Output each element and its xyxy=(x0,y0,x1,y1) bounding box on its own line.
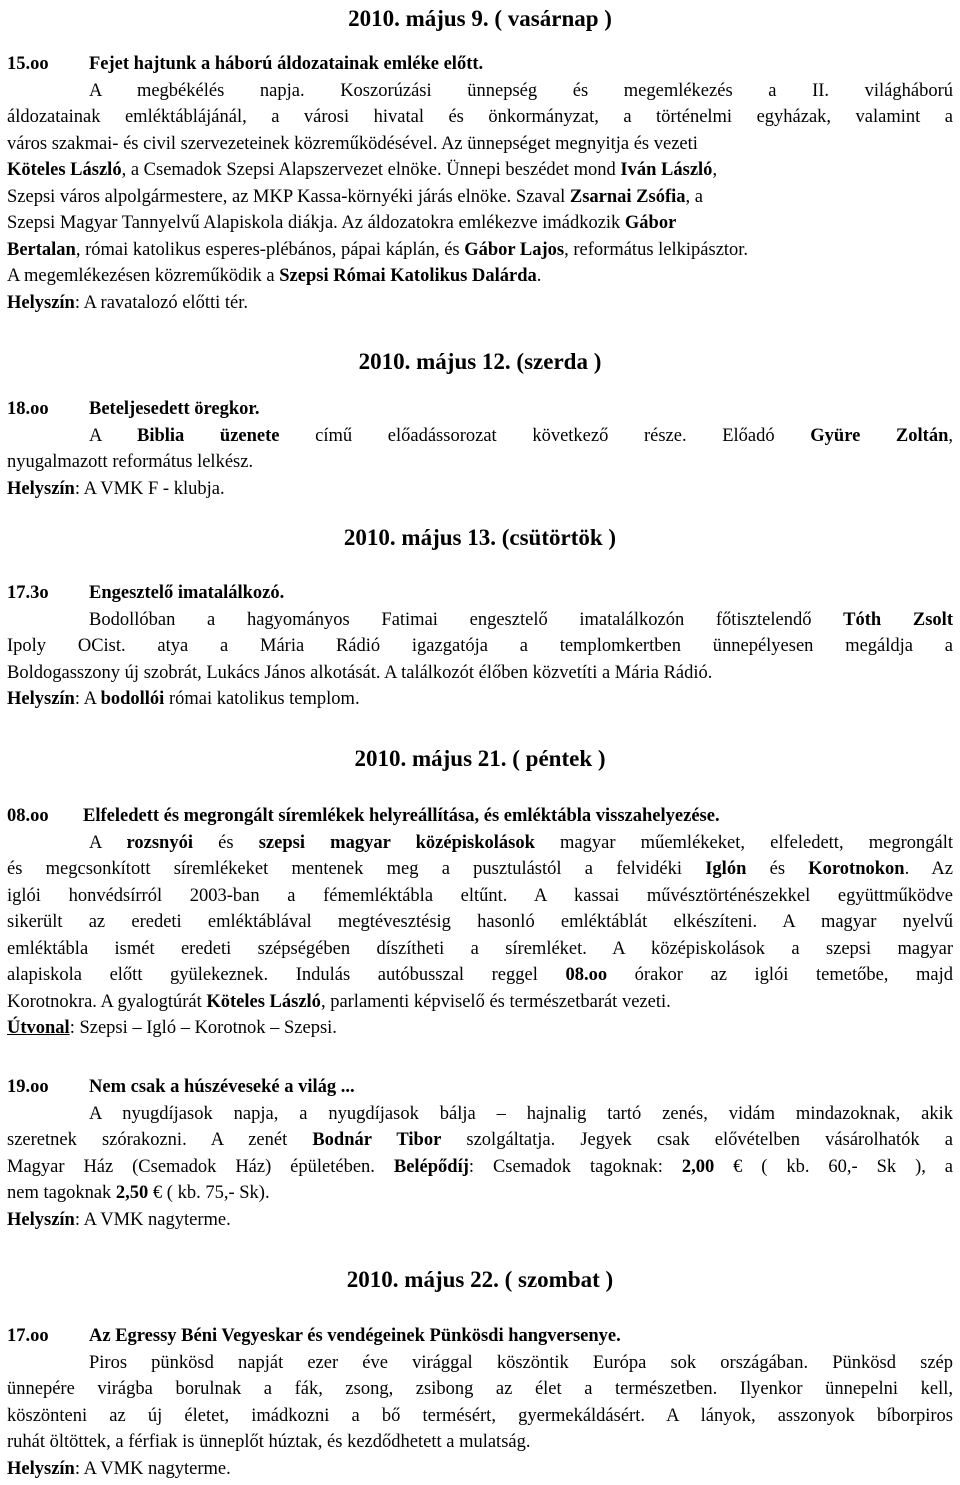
text-run: A megbékélés napja. Koszorúzási ünnepség és megemlékezés a II. világháború xyxy=(89,80,953,101)
event-text-line xyxy=(7,962,953,989)
emphasized-text: 2,50 xyxy=(115,1183,149,1203)
event-text-line xyxy=(7,660,953,687)
text-run: és xyxy=(192,832,259,853)
event-text-line xyxy=(7,856,953,883)
text-run: Korotnokra. A gyalogtúrát xyxy=(7,991,207,1012)
text-run: szeretnek szórakozni. A zenét xyxy=(7,1130,313,1150)
event-text-line xyxy=(7,1101,953,1128)
event-location xyxy=(7,1456,953,1483)
text-run: : A ravatalozó előtti tér. xyxy=(74,292,248,313)
text-run: : A VMK nagyterme. xyxy=(74,1209,231,1230)
event-heading xyxy=(7,803,953,830)
emphasized-text: Bertalan xyxy=(7,239,76,260)
event-title: Nem csak a húszéveseké a világ ... xyxy=(89,1077,355,1097)
text-run: város szakmai- és civil szervezeteinek közreműködésével. xyxy=(7,133,438,154)
event-text-line xyxy=(7,1180,953,1207)
text-run: Boldogasszony új szobrát, Lukács János alkotását. A találkozót élőben közvetíti a Mária Rádió. xyxy=(7,662,713,683)
event-block xyxy=(7,1323,953,1482)
event-block xyxy=(7,803,953,1042)
text-run: Szepsi város alpolgármestere, az MKP Kassa-környéki járás elnöke. Szaval xyxy=(7,186,570,207)
text-run: alapiskola előtt gyülekeznek. Indulás autóbusszal reggel xyxy=(7,965,566,985)
event-text-line xyxy=(7,883,953,910)
text-run: magyar műemlékeket, elfeledett, megrongált xyxy=(534,832,953,853)
event-text-line xyxy=(7,210,953,237)
event-title: Elfeledett és megrongált síremlékek helyreállítása, és emléktábla visszahelyezése. xyxy=(83,806,720,826)
section-date: 2010. május 12. (szerda ) xyxy=(358,349,602,374)
emphasized-text: Helyszín xyxy=(7,292,75,313)
section-date: 2010. május 9. ( vasárnap ) xyxy=(348,6,612,31)
event-heading xyxy=(7,580,953,607)
emphasized-text: Iván László xyxy=(620,160,713,180)
text-run: , a xyxy=(685,186,703,207)
emphasized-text: Iglón xyxy=(705,859,747,879)
text-run: szolgáltatja. Jegyek csak elővételben vásárolhatók a xyxy=(441,1130,953,1150)
text-run: és megcsonkított síremlékeket mentenek meg a pusztulástól a felvidéki xyxy=(7,859,706,879)
text-run: Ipoly OCist. atya a Mária Rádió igazgatója a templomkertben ünnepélyesen megáldja a xyxy=(7,636,953,656)
emphasized-text: Helyszín xyxy=(7,478,75,499)
text-run: köszönteni az új életet, imádkozni a bő termésért, gyermekáldásért. A lányok, asszonyok bíborpiros xyxy=(7,1405,953,1426)
event-time: 18.oo xyxy=(7,399,49,419)
emphasized-text: Belépődíj xyxy=(393,1156,469,1177)
emphasized-text: Gábor xyxy=(624,213,677,233)
section-date: 2010. május 13. (csütörtök ) xyxy=(343,525,617,550)
event-location xyxy=(7,476,953,503)
text-run: nem tagoknak xyxy=(7,1183,116,1203)
emphasized-text: Gyüre Zoltán xyxy=(810,425,949,446)
event-time: 19.oo xyxy=(7,1077,49,1097)
text-run: , xyxy=(712,160,718,180)
emphasized-text: Köteles László xyxy=(206,991,321,1012)
text-run: ruhát öltöttek, a férfiak is ünneplőt húztak, és kezdődhetett a mulatság. xyxy=(7,1432,531,1452)
text-run: : A VMK nagyterme. xyxy=(74,1458,231,1479)
event-text-line xyxy=(7,633,953,660)
event-text-line xyxy=(7,157,953,184)
event-text-line xyxy=(7,449,953,476)
event-location xyxy=(7,290,953,317)
text-run: áldozatainak emléktáblájánál, a városi hivatal és önkormányzat, a történelmi egyházak, valamint a xyxy=(7,107,953,127)
text-run: , xyxy=(948,425,953,446)
event-title: Engesztelő imatalálkozó. xyxy=(89,583,285,603)
event-block xyxy=(7,580,953,713)
event-time: 17.3o xyxy=(7,583,49,603)
text-run: A xyxy=(89,425,137,446)
emphasized-text: Biblia üzenete xyxy=(136,425,280,446)
text-run: iglói honvédsírról 2003-ban a fémemléktábla eltűnt. A kassai művésztörténészekkel együttműködve xyxy=(7,885,953,906)
text-run: : A VMK F - klubja. xyxy=(74,478,225,499)
text-run: , református lelkipásztor. xyxy=(564,239,749,260)
event-time: 08.oo xyxy=(7,806,49,826)
emphasized-text: 08.oo xyxy=(565,965,608,985)
event-text-line xyxy=(7,830,953,857)
text-run: . xyxy=(536,266,542,286)
emphasized-text: Tóth Zsolt xyxy=(843,609,953,630)
event-block xyxy=(7,396,953,502)
event-text-line xyxy=(7,936,953,963)
event-block xyxy=(7,1074,953,1233)
event-heading xyxy=(7,1323,953,1350)
event-text-line xyxy=(7,1429,953,1456)
text-run: , parlamenti képviselő és természetbarát vezeti. xyxy=(320,991,671,1012)
event-text-line xyxy=(7,184,953,211)
emphasized-text: bodollói xyxy=(100,689,165,709)
text-run: Piros pünkösd napját ezer éve virággal köszöntik Európa sok országában. Pünkösd szép xyxy=(89,1352,953,1373)
emphasized-text: rozsnyói xyxy=(126,832,193,853)
event-route xyxy=(7,1015,953,1042)
event-text-line xyxy=(7,1154,953,1181)
text-run: nyugalmazott református lelkész. xyxy=(7,452,254,472)
event-block xyxy=(7,51,953,316)
event-text-line xyxy=(7,263,953,290)
text-run: € ( kb. 60,- Sk ), a xyxy=(714,1156,953,1177)
event-title: Beteljesedett öregkor. xyxy=(89,399,260,419)
emphasized-text: Bodnár Tibor xyxy=(312,1130,442,1150)
event-text-line xyxy=(7,989,953,1016)
event-text-line xyxy=(7,104,953,131)
text-run: , római katolikus esperes-plébános, pápai káplán, és xyxy=(75,239,465,260)
event-text-line xyxy=(7,1350,953,1377)
emphasized-text: Útvonal xyxy=(7,1018,70,1038)
section-date: 2010. május 21. ( péntek ) xyxy=(354,746,606,771)
text-run: című előadássorozat következő része. Előadó xyxy=(279,425,811,446)
event-text-line xyxy=(7,1376,953,1403)
emphasized-text: 2,00 xyxy=(681,1156,715,1177)
event-title: Az Egressy Béni Vegyeskar és vendégeinek Pünkösdi hangversenye. xyxy=(89,1326,621,1346)
text-run: és xyxy=(746,859,809,879)
text-run: sikerült az eredeti emléktáblával megtévesztésig hasonló emléktáblát elkészíteni. A magyar nyelvű xyxy=(7,912,953,932)
emphasized-text: Zsarnai Zsófia xyxy=(569,186,686,207)
text-run: A xyxy=(89,832,127,853)
event-text-line xyxy=(7,78,953,105)
event-text-line xyxy=(7,131,953,158)
emphasized-text: Helyszín xyxy=(7,1209,75,1230)
event-heading xyxy=(7,51,953,78)
text-run: Az ünnepséget megnyitja és vezeti xyxy=(441,133,698,154)
emphasized-text: Korotnokon xyxy=(808,859,905,879)
emphasized-text: szepsi magyar középiskolások xyxy=(258,832,535,853)
event-location xyxy=(7,686,953,713)
text-run: , a Csemadok Szepsi Alapszervezet elnöke. Ünnepi beszédet mond xyxy=(121,160,621,180)
emphasized-text: Köteles László xyxy=(7,160,122,180)
text-run: Magyar Ház (Csemadok Ház) épületében. xyxy=(7,1156,394,1177)
event-text-line xyxy=(7,1127,953,1154)
emphasized-text: Helyszín xyxy=(7,689,75,709)
text-run: Bodollóban a hagyományos Fatimai engesztelő imatalálkozón főtisztelendő xyxy=(89,609,844,630)
event-text-line xyxy=(7,607,953,634)
emphasized-text: Szepsi Római Katolikus Dalárda xyxy=(279,266,537,286)
event-text-line xyxy=(7,237,953,264)
text-run: emléktábla ismét eredeti szépségében díszítheti a síremléket. A középiskolások a szepsi magyar xyxy=(7,938,953,959)
text-run: A megemlékezésen közreműködik a xyxy=(7,266,280,286)
emphasized-text: Helyszín xyxy=(7,1458,75,1479)
event-text-line xyxy=(7,909,953,936)
event-heading xyxy=(7,396,953,423)
event-time: 15.oo xyxy=(7,54,49,74)
text-run: . Az xyxy=(904,859,953,879)
emphasized-text: Gábor Lajos xyxy=(464,239,565,260)
event-heading xyxy=(7,1074,953,1101)
text-run: ünnepére virágba borulnak a fák, zsong, zsibong az élet a természetben. Ilyenkor ünnepelni kell, xyxy=(7,1379,953,1399)
text-run: órakor az iglói temetőbe, majd xyxy=(607,965,953,985)
event-time: 17.oo xyxy=(7,1326,49,1346)
text-run: A nyugdíjasok napja, a nyugdíjasok bálja – hajnalig tartó zenés, vidám mindazoknak, akik xyxy=(89,1103,953,1124)
text-run: római katolikus templom. xyxy=(164,689,360,709)
text-run: Szepsi Magyar Tannyelvű Alapiskola diákja. Az áldozatokra emlékezve imádkozik xyxy=(7,213,625,233)
text-run: € ( kb. 75,- Sk). xyxy=(148,1183,270,1203)
text-run: : A xyxy=(74,689,101,709)
section-date: 2010. május 22. ( szombat ) xyxy=(346,1267,614,1292)
text-run: : Szepsi – Igló – Korotnok – Szepsi. xyxy=(69,1018,337,1038)
event-text-line xyxy=(7,423,953,450)
event-location xyxy=(7,1207,953,1234)
text-run: : Csemadok tagoknak: xyxy=(468,1156,682,1177)
event-title: Fejet hajtunk a háború áldozatainak emléke előtt. xyxy=(89,54,484,74)
event-text-line xyxy=(7,1403,953,1430)
